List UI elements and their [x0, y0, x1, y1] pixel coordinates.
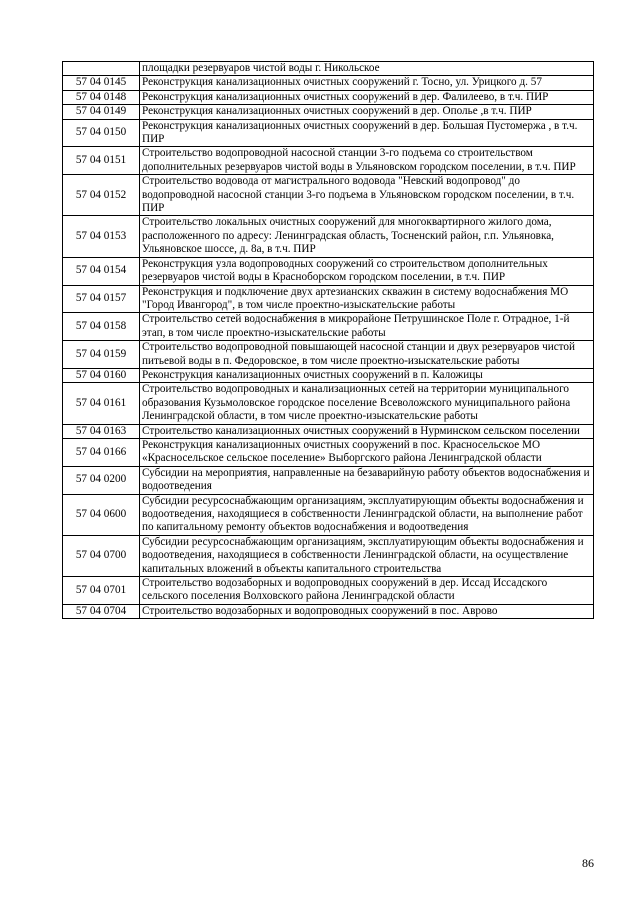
- row-description: Субсидии ресурсоснабжающим организациям, эксплуатирующим объекты водоснабжения и водоотведения, находящиеся в собственности Ленинградской области, на осуществление капитальных вложений в объекты капитального строительства: [140, 535, 594, 576]
- row-description: Реконструкция канализационных очистных сооружений г. Тосно, ул. Урицкого д. 57: [140, 76, 594, 90]
- row-description: Строительство сетей водоснабжения в микрорайоне Петрушинское Поле г. Отрадное, 1-й этап, в том числе проектно-изыскательские работы: [140, 313, 594, 341]
- row-code: 57 04 0700: [63, 535, 140, 576]
- row-description: Строительство водозаборных и водопроводных сооружений в пос. Аврово: [140, 604, 594, 618]
- row-code: 57 04 0158: [63, 313, 140, 341]
- row-code: 57 04 0701: [63, 577, 140, 605]
- table-row: [63, 257, 594, 285]
- row-description: Строительство водопроводных и канализационных сетей на территории муниципального образования Кузьмоловское городское поселение Всеволожского муниципального района Ленинградской области, в том числе проектно-изыскательские работы: [140, 383, 594, 424]
- row-code: 57 04 0149: [63, 105, 140, 119]
- table-row: [63, 368, 594, 382]
- row-code: 57 04 0600: [63, 494, 140, 535]
- row-description: Строительство водозаборных и водопроводных сооружений в дер. Иссад Иссадского сельского поселения Волховского района Ленинградской области: [140, 577, 594, 605]
- table-row: [63, 535, 594, 576]
- row-code: 57 04 0159: [63, 341, 140, 369]
- row-description: Субсидии ресурсоснабжающим организациям, эксплуатирующим объекты водоснабжения и водоотведения, находящиеся в собственности Ленинградской области, на выполнение работ по капитальному ремонту объектов водоснабжения и водоотведения: [140, 494, 594, 535]
- table-body: [63, 62, 594, 619]
- table-row: [63, 105, 594, 119]
- table-row: [63, 604, 594, 618]
- row-code: 57 04 0163: [63, 424, 140, 438]
- row-description: Строительство канализационных очистных сооружений в Нурминском сельском поселении: [140, 424, 594, 438]
- row-description: Реконструкция канализационных очистных сооружений в пос. Красносельское МО «Красносельское сельское поселение» Выборгского района Ленинградской области: [140, 438, 594, 466]
- table-row: [63, 577, 594, 605]
- table-row: [63, 466, 594, 494]
- table-row: [63, 62, 594, 76]
- row-description: Строительство водопроводной повышающей насосной станции и двух резервуаров чистой питьевой воды в п. Федоровское, в том числе проектно-изыскательские работы: [140, 341, 594, 369]
- row-code: 57 04 0154: [63, 257, 140, 285]
- row-code: 57 04 0151: [63, 147, 140, 175]
- table-row: [63, 438, 594, 466]
- table-row: [63, 119, 594, 147]
- row-code: 57 04 0200: [63, 466, 140, 494]
- table-row: [63, 341, 594, 369]
- table-row: [63, 494, 594, 535]
- row-code: 57 04 0161: [63, 383, 140, 424]
- row-code: 57 04 0152: [63, 175, 140, 216]
- row-description: Реконструкция канализационных очистных сооружений в дер. Фалилеево, в т.ч. ПИР: [140, 90, 594, 104]
- table-row: [63, 90, 594, 104]
- table-row: [63, 383, 594, 424]
- row-description: Строительство водопроводной насосной станции 3-го подъема со строительством дополнительных резервуаров чистой воды в Ульяновском городском поселении, в т.ч. ПИР: [140, 147, 594, 175]
- row-code: 57 04 0153: [63, 216, 140, 257]
- row-code: 57 04 0148: [63, 90, 140, 104]
- row-description: Реконструкция узла водопроводных сооружений со строительством дополнительных резервуаров чистой воды в Красноборском городском поселении, в т.ч. ПИР: [140, 257, 594, 285]
- row-code: 57 04 0166: [63, 438, 140, 466]
- row-description: Строительство водовода от магистрального водовода "Невский водопровод" до водопроводной насосной станции 3-го подъема в Ульяновском городском поселении, в т.ч. ПИР: [140, 175, 594, 216]
- row-description: Субсидии на мероприятия, направленные на безаварийную работу объектов водоснабжения и водоотведения: [140, 466, 594, 494]
- table-row: [63, 424, 594, 438]
- table-row: [63, 76, 594, 90]
- budget-table: [62, 61, 594, 619]
- row-description: Реконструкция канализационных очистных сооружений в дер. Большая Пустомержа , в т.ч. ПИР: [140, 119, 594, 147]
- row-description: площадки резервуаров чистой воды г. Никольское: [140, 62, 594, 76]
- row-code: 57 04 0160: [63, 368, 140, 382]
- page-number: 86: [582, 856, 594, 870]
- table-row: [63, 285, 594, 313]
- table-row: [63, 175, 594, 216]
- table-row: [63, 313, 594, 341]
- row-description: Строительство локальных очистных сооружений для многоквартирного жилого дома, расположенного по адресу: Ленинградская область, Тосненский район, г.п. Ульяновка, Ульяновское шоссе, д. 8а, в т.ч. ПИР: [140, 216, 594, 257]
- table-row: [63, 216, 594, 257]
- row-code: 57 04 0150: [63, 119, 140, 147]
- row-code: 57 04 0157: [63, 285, 140, 313]
- row-description: Реконструкция и подключение двух артезианских скважин в систему водоснабжения МО "Город Ивангород", в том числе проектно-изыскательские работы: [140, 285, 594, 313]
- row-code: [63, 62, 140, 76]
- row-code: 57 04 0145: [63, 76, 140, 90]
- table-row: [63, 147, 594, 175]
- row-description: Реконструкция канализационных очистных сооружений в п. Каложицы: [140, 368, 594, 382]
- row-description: Реконструкция канализационных очистных сооружений в дер. Ополье ,в т.ч. ПИР: [140, 105, 594, 119]
- row-code: 57 04 0704: [63, 604, 140, 618]
